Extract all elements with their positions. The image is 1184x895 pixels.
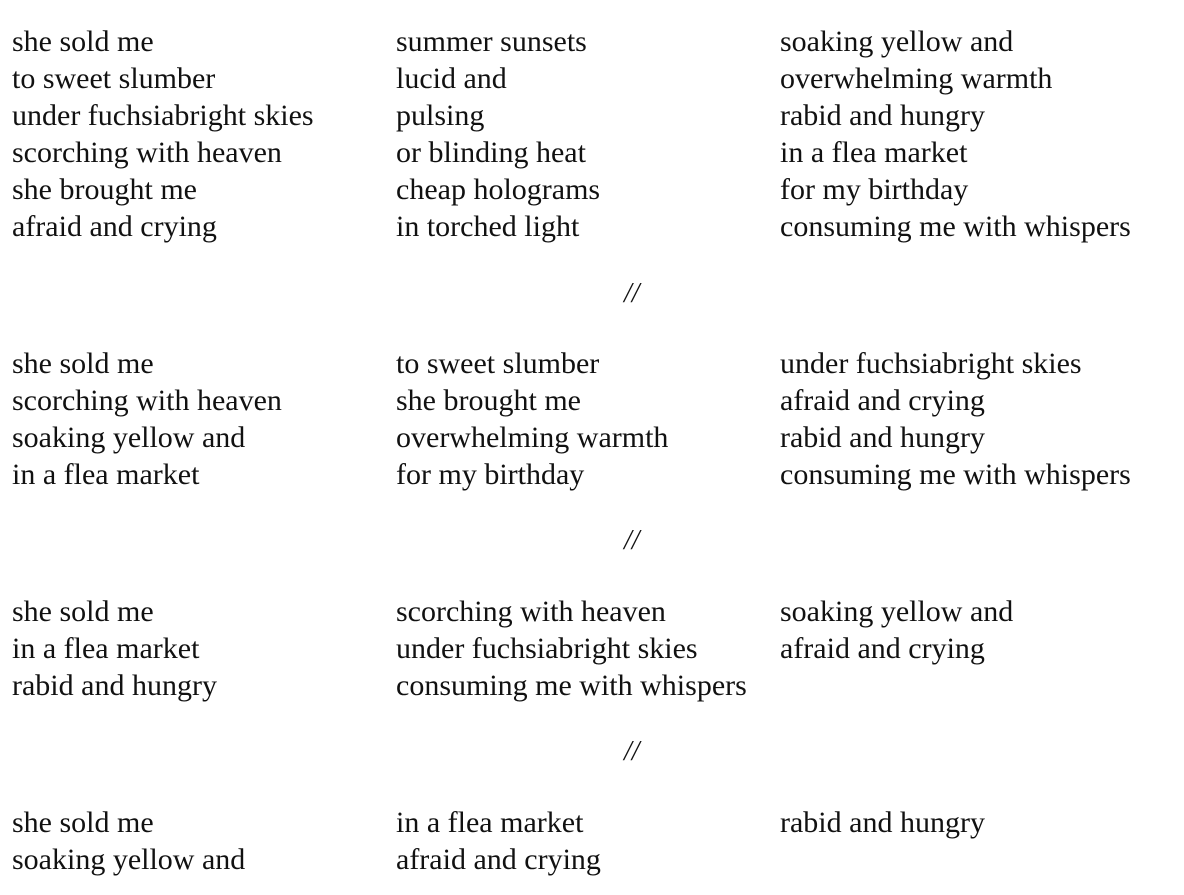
poem-line-s1-c1-l3: under fuchsiabright skies	[12, 99, 314, 132]
poem-line-s3-c2-l3: consuming me with whispers	[396, 669, 747, 702]
stanza-separator: //	[624, 278, 640, 309]
poem-line-s1-c2-l6: in torched light	[396, 210, 580, 243]
poem-line-s1-c2-l3: pulsing	[396, 99, 485, 132]
poem-line-s2-c3-l1: under fuchsiabright skies	[780, 347, 1082, 380]
stanza-separator: //	[624, 525, 640, 556]
poem-line-s1-c1-l5: she brought me	[12, 173, 197, 206]
poem-line-s2-c3-l3: rabid and hungry	[780, 421, 985, 454]
poem-line-s1-c3-l4: in a flea market	[780, 136, 968, 169]
poem-line-s1-c3-l2: overwhelming warmth	[780, 62, 1053, 95]
poem-line-s1-c2-l4: or blinding heat	[396, 136, 586, 169]
poem-line-s2-c1-l3: soaking yellow and	[12, 421, 246, 454]
poem-line-s3-c3-l2: afraid and crying	[780, 632, 985, 665]
poem-line-s1-c2-l1: summer sunsets	[396, 25, 587, 58]
poem-line-s1-c2-l2: lucid and	[396, 62, 507, 95]
poem-line-s1-c3-l5: for my birthday	[780, 173, 969, 206]
poem-line-s2-c2-l1: to sweet slumber	[396, 347, 600, 380]
poem-line-s3-c2-l1: scorching with heaven	[396, 595, 666, 628]
poem-line-s3-c1-l3: rabid and hungry	[12, 669, 217, 702]
poem-line-s4-c2-l1: in a flea market	[396, 806, 584, 839]
poem-line-s2-c1-l1: she sold me	[12, 347, 154, 380]
poem-line-s3-c2-l2: under fuchsiabright skies	[396, 632, 698, 665]
poem-line-s1-c3-l1: soaking yellow and	[780, 25, 1014, 58]
poem-line-s2-c3-l2: afraid and crying	[780, 384, 985, 417]
poem-line-s3-c3-l1: soaking yellow and	[780, 595, 1014, 628]
poem-line-s4-c1-l1: she sold me	[12, 806, 154, 839]
poem-line-s2-c3-l4: consuming me with whispers	[780, 458, 1131, 491]
poem-line-s1-c3-l6: consuming me with whispers	[780, 210, 1131, 243]
poem-line-s4-c2-l2: afraid and crying	[396, 843, 601, 876]
poem-line-s2-c2-l4: for my birthday	[396, 458, 585, 491]
poem-line-s2-c2-l3: overwhelming warmth	[396, 421, 669, 454]
poem-line-s2-c1-l4: in a flea market	[12, 458, 200, 491]
poem-line-s1-c1-l4: scorching with heaven	[12, 136, 282, 169]
poem-line-s1-c3-l3: rabid and hungry	[780, 99, 985, 132]
poem-line-s1-c1-l1: she sold me	[12, 25, 154, 58]
poem-line-s2-c2-l2: she brought me	[396, 384, 581, 417]
poem-line-s3-c1-l2: in a flea market	[12, 632, 200, 665]
poem-line-s1-c2-l5: cheap holograms	[396, 173, 601, 206]
poem-line-s3-c1-l1: she sold me	[12, 595, 154, 628]
stanza-separator: //	[624, 736, 640, 767]
poem-line-s4-c3-l1: rabid and hungry	[780, 806, 985, 839]
poem-line-s4-c1-l2: soaking yellow and	[12, 843, 246, 876]
poem-line-s2-c1-l2: scorching with heaven	[12, 384, 282, 417]
poem-line-s1-c1-l6: afraid and crying	[12, 210, 217, 243]
poem-line-s1-c1-l2: to sweet slumber	[12, 62, 216, 95]
